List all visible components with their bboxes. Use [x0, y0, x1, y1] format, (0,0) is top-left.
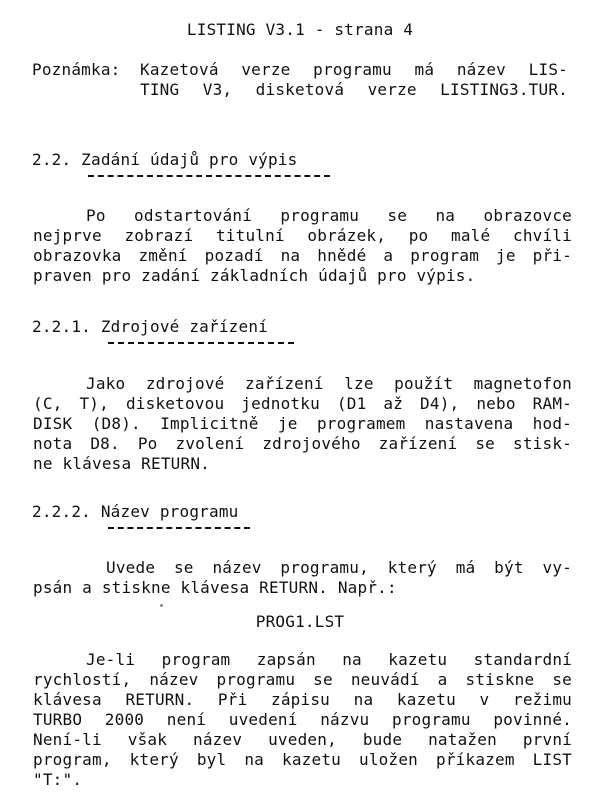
section-heading-2-2-2: 2.2.2. Název programu	[32, 502, 239, 521]
note-line-2: TING V3, disketová verze LISTING3.TUR.	[140, 80, 568, 99]
paragraph-2-2-1-line-3: DISK (D8). Implicitně je programem nastavena hod-	[33, 414, 572, 433]
page-header: LISTING V3.1 - strana 4	[186, 20, 414, 39]
paragraph-2-2-line-3: obrazovka změní pozadí na hnědé a program je při-	[33, 246, 572, 265]
section-heading-2-2: 2.2. Zadání údajů pro výpis	[32, 150, 298, 169]
paragraph-2-2-1-line-2: (C, T), disketovou jednotku (D1 až D4), nebo RAM-	[33, 394, 572, 413]
example-filename: PROG1.LST	[255, 612, 345, 631]
paragraph-2-2-line-2: nejprve zobrazí titulní obrázek, po malé chvíli	[33, 226, 572, 245]
paragraph-2-2-2-line-1: Uvede se název programu, který má být vy-	[106, 558, 572, 577]
paragraph-2-2-2b-line-3: klávesa RETURN. Při zápisu na kazetu v režimu	[33, 690, 572, 709]
paragraph-2-2-1-line-5: ne klávesa RETURN.	[33, 454, 210, 473]
paragraph-2-2-2b-line-1: Je-li program zapsán na kazetu standardní	[86, 650, 572, 669]
paragraph-2-2-2-line-2: psán a stiskne klávesa RETURN. Např.:	[33, 578, 397, 597]
heading-underline-2-2	[88, 175, 330, 177]
paragraph-2-2-1-line-4: nota D8. Po zvolení zdrojového zařízení se stisk-	[33, 434, 572, 453]
note-label: Poznámka:	[32, 60, 121, 79]
paragraph-2-2-2b-line-2: rychlostí, název programu se neuvádí a stiskne se	[33, 670, 572, 689]
paragraph-2-2-line-4: praven pro zadání základních údajů pro výpis.	[33, 266, 476, 285]
paragraph-2-2-2b-line-5: Není-li však název uveden, bude natažen první	[33, 730, 572, 749]
note-line-1: Kazetová verze programu má název LIS-	[140, 60, 568, 79]
heading-underline-2-2-1	[108, 342, 294, 344]
paragraph-2-2-2b-line-6: program, který byl na kazetu uložen příkazem LIST	[33, 750, 572, 769]
paragraph-2-2-line-1: Po odstartování programu se na obrazovce	[86, 206, 572, 225]
paragraph-2-2-1-line-1: Jako zdrojové zařízení lze použít magnetofon	[86, 374, 572, 393]
heading-underline-2-2-2	[108, 527, 250, 529]
paragraph-2-2-2b-line-7: "T:".	[33, 770, 83, 789]
section-heading-2-2-1: 2.2.1. Zdrojové zařízení	[32, 317, 268, 336]
speck	[160, 604, 163, 607]
paragraph-2-2-2b-line-4: TURBO 2000 není uvedení názvu programu povinné.	[33, 710, 572, 729]
